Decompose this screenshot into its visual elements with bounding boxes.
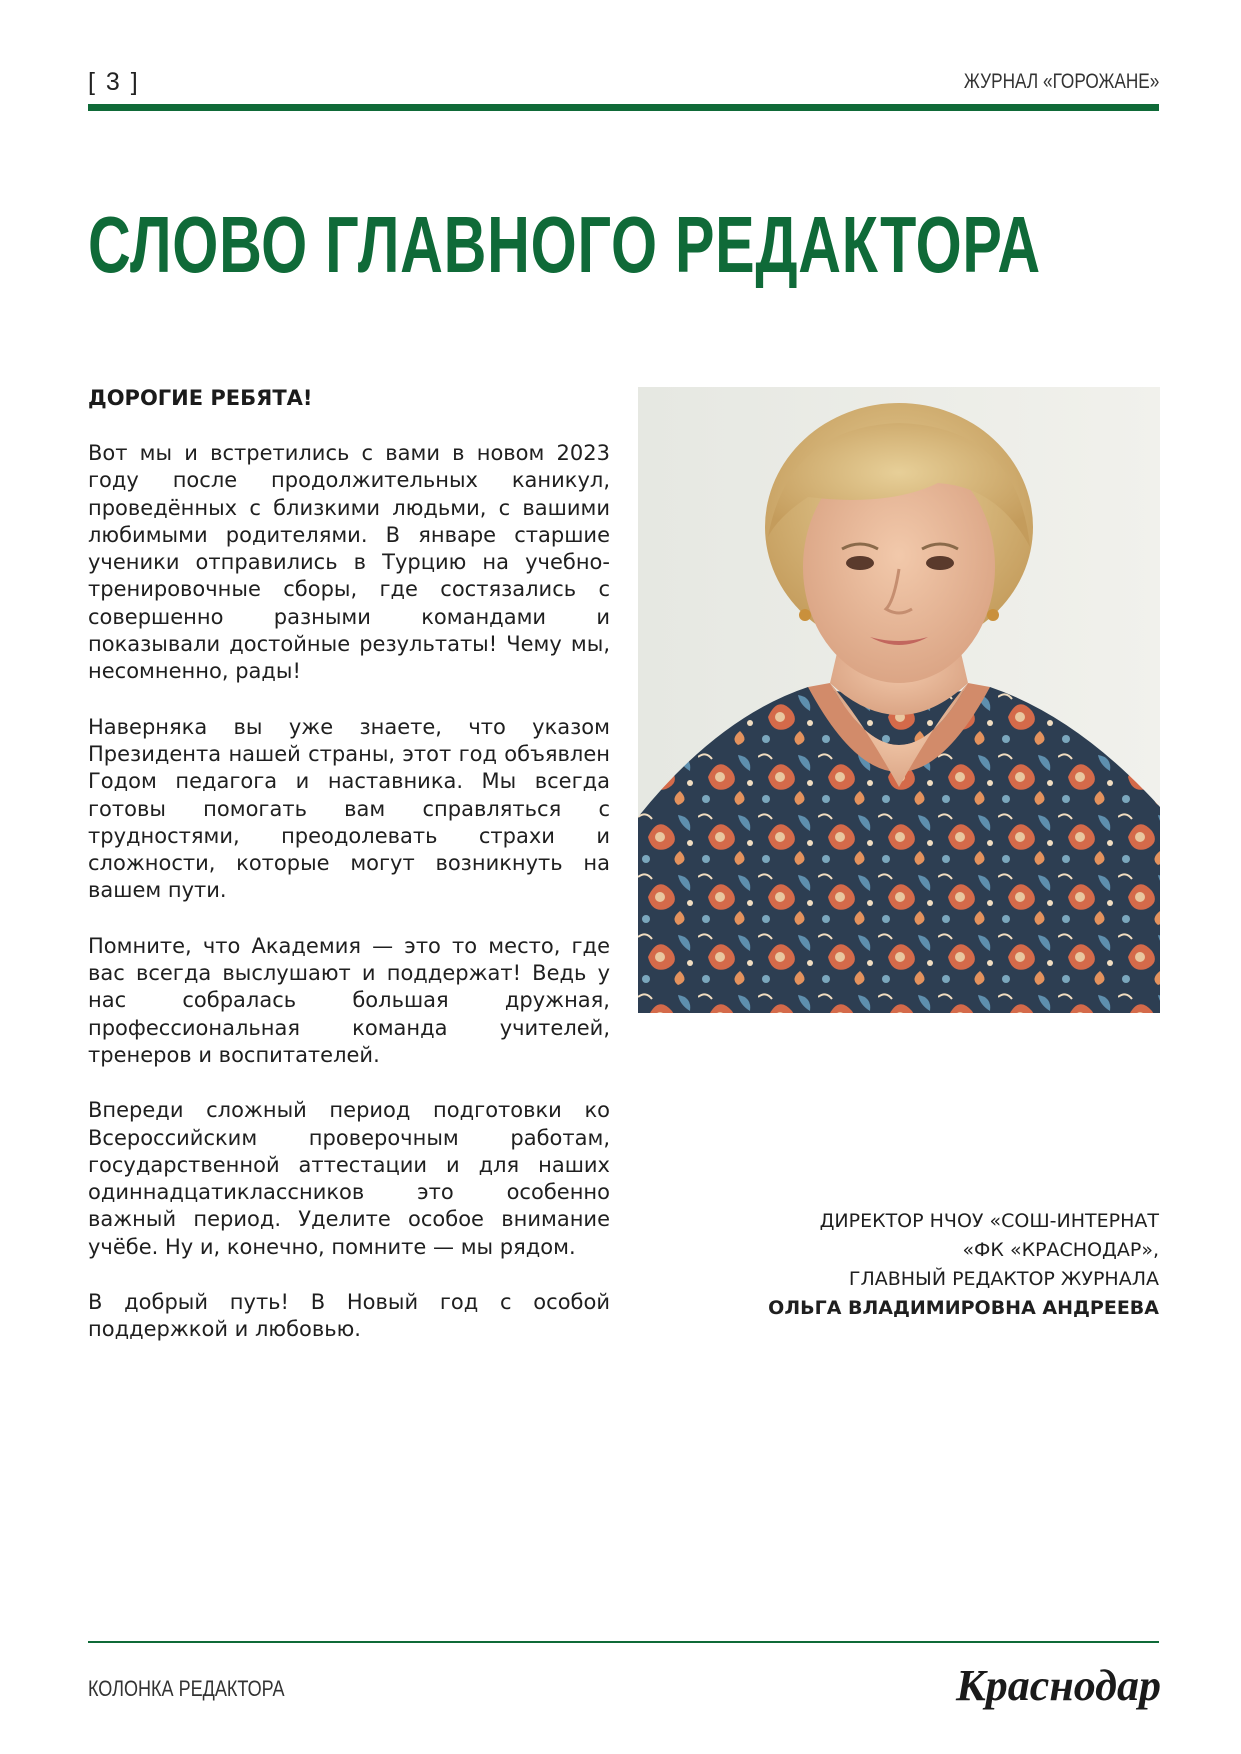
header-divider bbox=[88, 104, 1159, 111]
paragraph: Помните, что Академия — это то место, где вас всегда выслушают и поддержат! Ведь у нас собралась большая дружная, профессиональная команда учителей, тренеров и воспитателей. bbox=[88, 933, 610, 1067]
editor-portrait-photo bbox=[638, 387, 1160, 1013]
signature-position-line: ДИРЕКТОР НЧОУ «СОШ-ИНТЕРНАТ bbox=[819, 1210, 1159, 1232]
greeting: ДОРОГИЕ РЕБЯТА! bbox=[88, 386, 313, 410]
paragraph: Наверняка вы уже знаете, что указом Президента нашей страны, этот год объявлен Годом педагога и наставника. Мы всегда готовы помогать вам справляться с трудностями, преодолевать страхи и сложности, которые могут возникнуть на вашем пути. bbox=[88, 714, 610, 903]
page-title: СЛОВО ГЛАВНОГО РЕДАКТОРА bbox=[88, 200, 1041, 289]
signature-role-line: ГЛАВНЫЙ РЕДАКТОР ЖУРНАЛА bbox=[848, 1268, 1159, 1290]
page-number: [ 3 ] bbox=[88, 68, 140, 96]
signature-organization-line: «ФК «КРАСНОДАР», bbox=[962, 1239, 1159, 1261]
journal-name: ЖУРНАЛ «ГОРОЖАНЕ» bbox=[963, 70, 1159, 93]
section-label: КОЛОНКА РЕДАКТОРА bbox=[88, 1676, 285, 1701]
paragraph: Вот мы и встретились с вами в новом 2023 году после продолжительных каникул, проведённых с близкими людьми, с вашими любимыми родителями. В январе старшие ученики отправились в Турцию на учебно-тренировочные сборы, где состязались с совершенно разными командами и показывали достойные результаты! Чему мы, несомненно, рады! bbox=[88, 441, 610, 684]
signature-name: ОЛЬГА ВЛАДИМИРОВНА АНДРЕЕВА bbox=[768, 1297, 1159, 1319]
article-body bbox=[88, 440, 610, 1372]
paragraph: В добрый путь! В Новый год с особой поддержкой и любовью. bbox=[88, 1290, 610, 1342]
krasnodar-logo: Краснодар bbox=[955, 1661, 1161, 1710]
paragraph: Впереди сложный период подготовки ко Всероссийским проверочным работам, государственной аттестации и для наших одиннадцатиклассников это особенно важный период. Уделите особое внимание учёбе. Ну и, конечно, помните — мы рядом. bbox=[88, 1098, 610, 1259]
editor-signature bbox=[639, 1207, 1159, 1323]
footer-divider bbox=[88, 1641, 1159, 1643]
